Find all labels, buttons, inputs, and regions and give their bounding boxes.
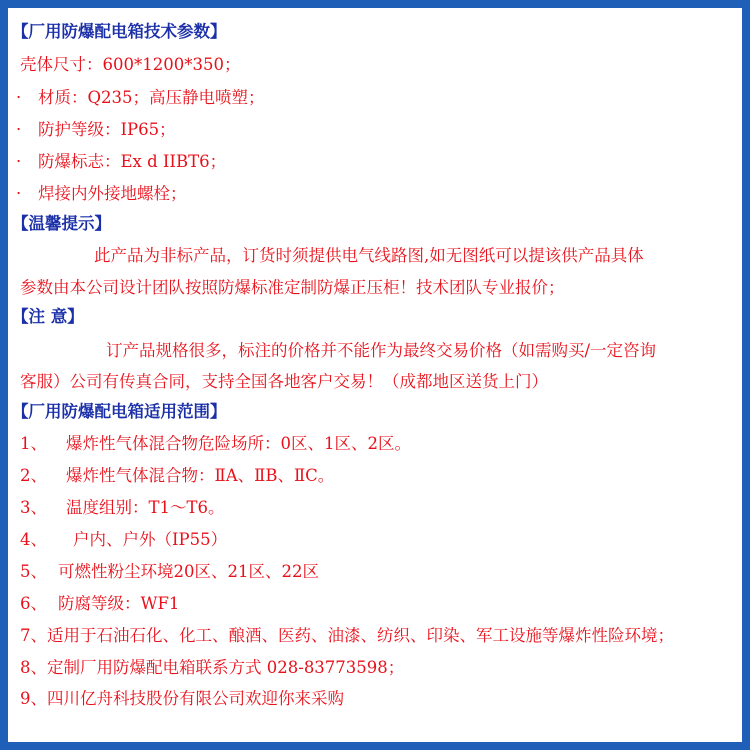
scope-text: 户内、户外（IP55）	[73, 530, 228, 549]
scope-number: 1、	[20, 434, 47, 453]
scope-number: 6、	[20, 594, 47, 613]
scope-number: 5、	[20, 562, 47, 581]
scope-text: 可燃性粉尘环境20区、21区、22区	[58, 562, 319, 581]
note-line: 订产品规格很多，标注的价格并不能作为最终交易价格（如需购买/一定咨询	[106, 341, 657, 360]
scope-text: 适用于石油石化、化工、酿酒、医药、油漆、纺织、印染、军工设施等爆炸性险环境；	[47, 626, 674, 645]
spec-item	[12, 151, 226, 173]
scope-item	[20, 625, 674, 647]
scope-number: 2、	[20, 466, 47, 485]
scope-number: 7、	[20, 626, 47, 645]
spec-item	[12, 119, 176, 141]
spec-text: 焊接内外接地螺栓；	[38, 184, 187, 203]
section-heading-notice: 【注 意】	[12, 307, 84, 326]
spec-item	[12, 183, 187, 205]
tip-line: 参数由本公司设计团队按照防爆标准定制防爆正压柜！技术团队专业报价；	[20, 278, 565, 297]
tip-line: 此产品为非标产品，订货时须提供电气线路图,如无图纸可以提该供产品具体	[94, 246, 644, 265]
bullet-icon: ·	[16, 88, 22, 107]
scope-item	[20, 561, 319, 583]
scope-text: 爆炸性气体混合物危险场所：0区、1区、2区。	[66, 434, 411, 453]
bullet-icon: ·	[16, 120, 22, 139]
scope-item	[20, 433, 411, 455]
scope-number: 4、	[20, 530, 47, 549]
scope-item	[20, 657, 404, 679]
scope-item	[20, 497, 225, 519]
scope-text: 爆炸性气体混合物：ⅡA、ⅡB、ⅡC。	[66, 466, 335, 485]
section-heading-scope: 【厂用防爆配电箱适用范围】	[12, 402, 227, 421]
spec-text: 防爆标志：Ex d IIBT6；	[38, 152, 227, 171]
spec-text: 材质：Q235；高压静电喷塑；	[38, 88, 265, 107]
scope-item	[20, 688, 344, 710]
scope-text: 温度组别：T1～T6。	[66, 498, 225, 517]
bullet-icon: ·	[16, 152, 22, 171]
scope-number: 9、	[20, 689, 47, 708]
scope-item	[20, 529, 227, 551]
bullet-icon: ·	[16, 184, 22, 203]
scope-text: 防腐等级：WF1	[58, 594, 180, 613]
scope-number: 8、	[20, 658, 47, 677]
scope-text: 定制厂用防爆配电箱联系方式 028-83773598；	[47, 658, 405, 677]
section-heading-tech-params: 【厂用防爆配电箱技术参数】	[12, 22, 227, 41]
scope-item	[20, 465, 334, 487]
scope-text: 四川亿舟科技股份有限公司欢迎你来采购	[47, 689, 344, 708]
spec-item	[12, 87, 265, 109]
size-line: 壳体尺寸：600*1200*350；	[20, 55, 241, 74]
note-line: 客服）公司有传真合同，支持全国各地客户交易！（成都地区送货上门）	[20, 372, 548, 391]
spec-text: 防护等级：IP65；	[38, 120, 176, 139]
scope-number: 3、	[20, 498, 47, 517]
section-heading-tips: 【温馨提示】	[12, 214, 111, 233]
scope-item	[20, 593, 179, 615]
